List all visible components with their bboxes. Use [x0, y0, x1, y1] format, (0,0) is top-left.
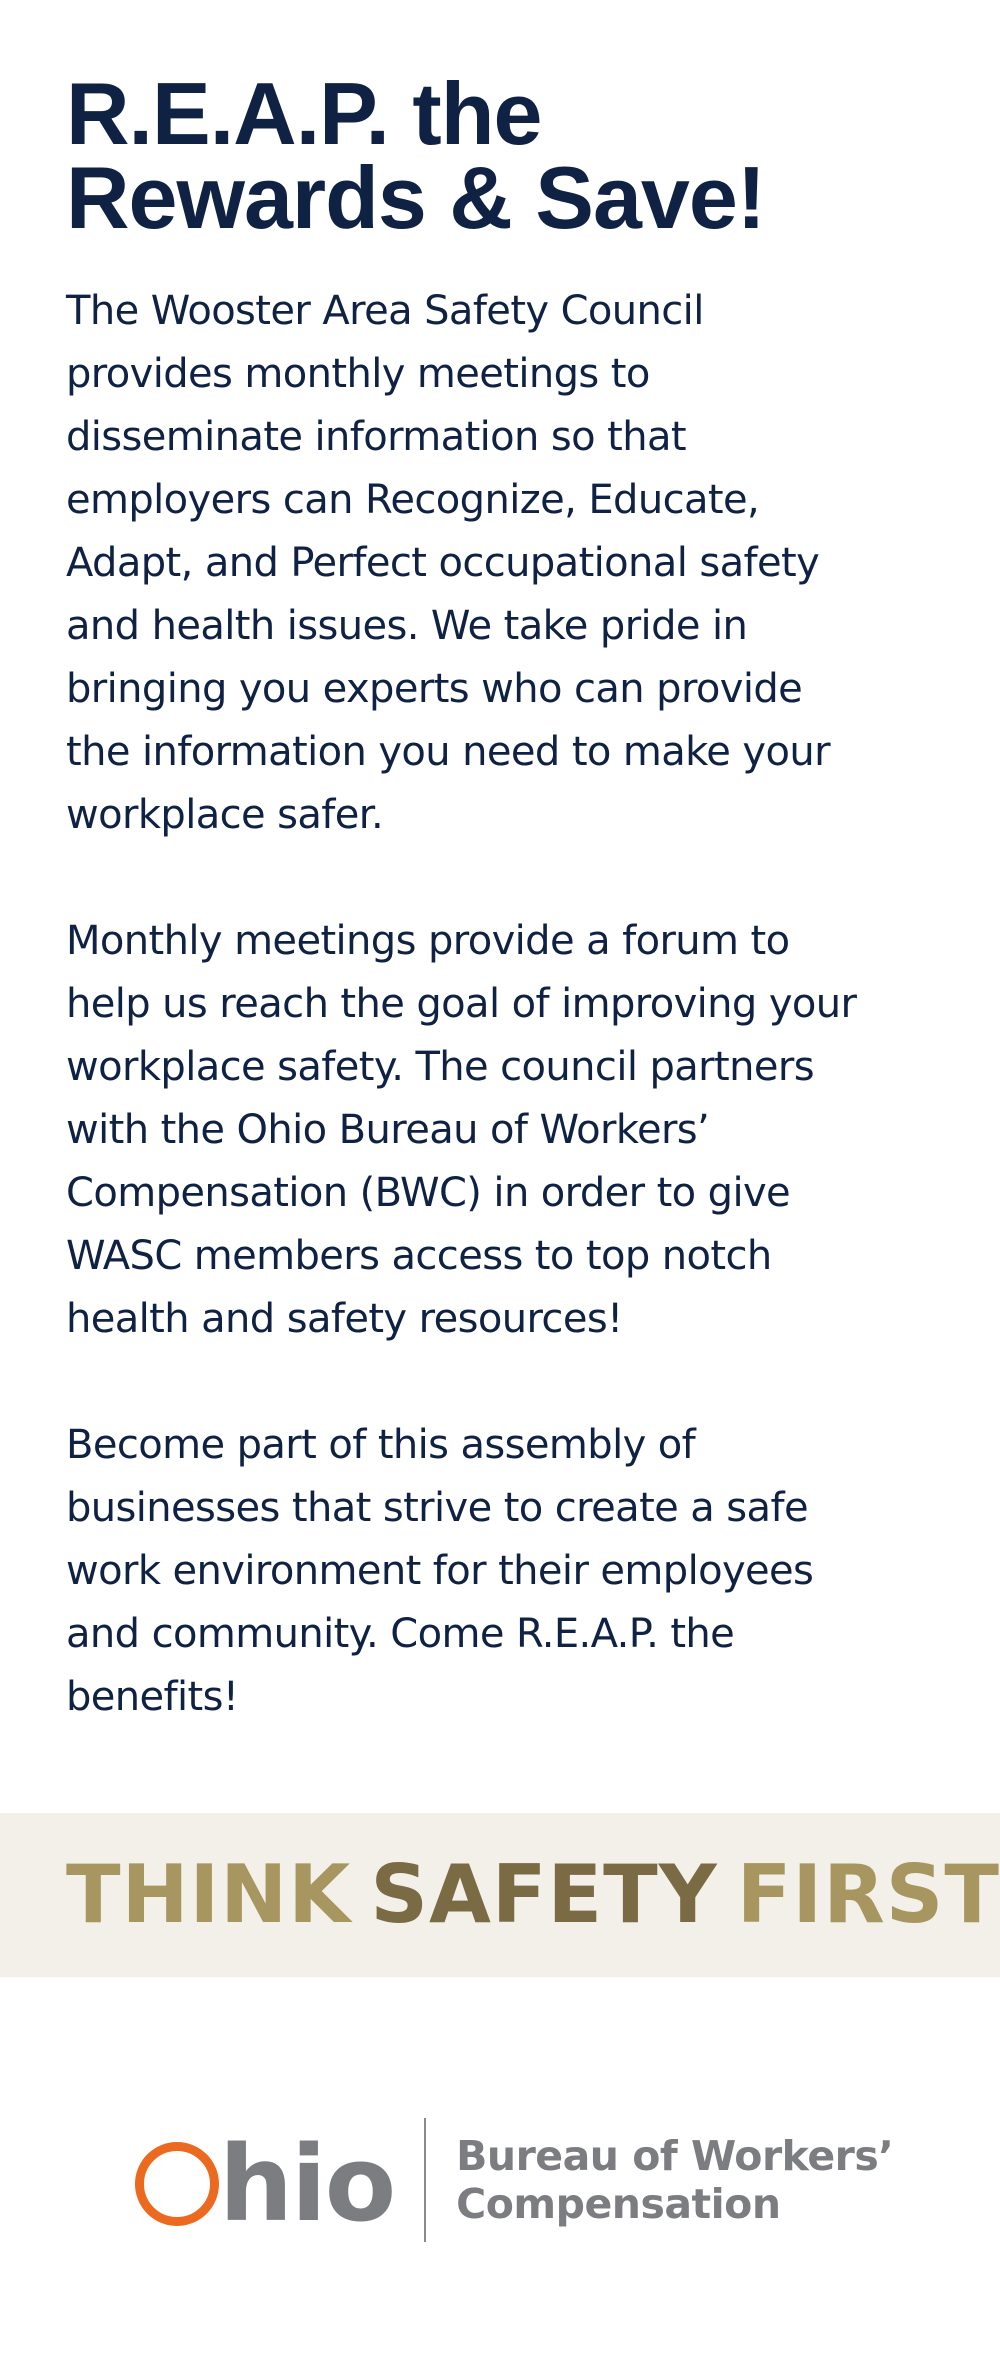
paragraph-line: and community. Come R.E.A.P. the — [66, 1611, 735, 1657]
page-title — [66, 64, 934, 247]
bwc-name-line-1: Bureau of Workers’ — [456, 2132, 894, 2180]
think-safety-first-banner — [0, 1813, 1000, 1977]
bwc-name — [456, 2132, 893, 2228]
membership-paragraph — [66, 1414, 934, 1729]
paragraph-line: work environment for their employees — [66, 1548, 814, 1594]
paragraph-line: and health issues. We take pride in — [66, 603, 748, 649]
paragraph-line: bringing you experts who can provide — [66, 666, 803, 712]
ohio-wordmark-letters: hio — [219, 2123, 395, 2245]
paragraph-line: disseminate information so that — [66, 414, 686, 460]
banner-word-think: THINK — [66, 1848, 352, 1941]
paragraph-line: health and safety resources! — [66, 1296, 623, 1342]
banner-word-first: FIRST — [736, 1848, 1000, 1941]
paragraph-line: Become part of this assembly of — [66, 1422, 696, 1468]
headline-line-2: Rewards & Save! — [66, 148, 766, 247]
paragraph-line: help us reach the goal of improving your — [66, 981, 857, 1027]
ohio-wordmark — [135, 2123, 395, 2245]
intro-paragraph — [66, 280, 934, 847]
logo-divider — [424, 2118, 426, 2242]
paragraph-line: businesses that strive to create a safe — [66, 1485, 808, 1531]
paragraph-line: workplace safer. — [66, 792, 384, 838]
paragraph-line: the information you need to make your — [66, 729, 830, 775]
bwc-name-line-2: Compensation — [456, 2180, 781, 2228]
ohio-bwc-logo — [135, 2115, 893, 2245]
paragraph-line: Compensation (BWC) in order to give — [66, 1170, 791, 1216]
ohio-o-ring-icon — [135, 2142, 219, 2226]
paragraph-line: provides monthly meetings to — [66, 351, 650, 397]
meetings-paragraph — [66, 910, 934, 1351]
headline-line-1: R.E.A.P. the — [66, 64, 542, 163]
paragraph-line: Monthly meetings provide a forum to — [66, 918, 790, 964]
paragraph-line: employers can Recognize, Educate, — [66, 477, 760, 523]
paragraph-line: benefits! — [66, 1674, 239, 1720]
paragraph-line: workplace safety. The council partners — [66, 1044, 814, 1090]
banner-word-safety: SAFETY — [370, 1848, 718, 1941]
paragraph-line: Adapt, and Perfect occupational safety — [66, 540, 820, 586]
paragraph-line: The Wooster Area Safety Council — [66, 288, 704, 334]
paragraph-line: with the Ohio Bureau of Workers’ — [66, 1107, 710, 1153]
paragraph-line: WASC members access to top notch — [66, 1233, 772, 1279]
